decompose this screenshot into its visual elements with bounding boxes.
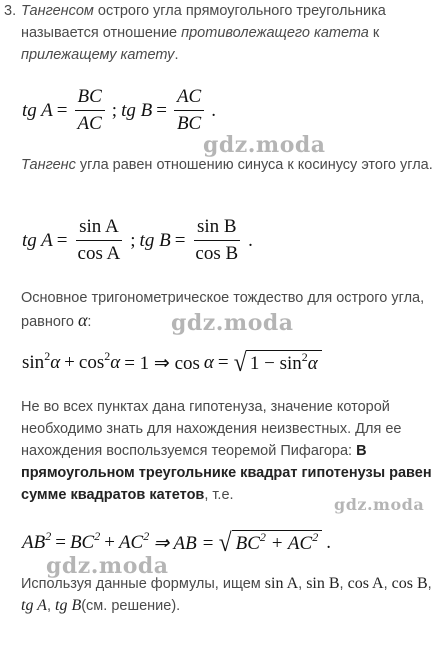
exponent: 2 [143,529,150,543]
formula-sinB: sin B [306,575,340,592]
exponent: 2 [94,529,101,543]
fraction-numerator: BC [75,86,105,111]
formula-cosB: cos B [391,575,428,592]
formula2-lhs-a: tg A [22,229,53,251]
plus-sign: + [104,532,115,553]
formula-end: . [326,532,331,553]
formula2-lhs-b: tg B [139,229,171,251]
fraction-ac-bc [174,86,204,135]
ac-text: AC [287,533,313,554]
definition-text: острого угла прямоугольного треугольника называется отношение [21,3,386,41]
watermark: gdz.moda [171,310,294,336]
bc-text: BC [69,532,95,553]
formula-pythagorean-identity [22,350,322,376]
radicand-text: 1 − sin [249,353,302,374]
definition-tangent-paragraph [4,0,435,66]
alpha-symbol: α [77,310,88,330]
fraction-numerator: AC [174,86,204,111]
term-opposite-leg: противолежащего катета [181,25,369,41]
fraction-denominator: cos B [195,243,239,264]
paragraph-text: Используя данные формулы, ищем [21,576,265,592]
comma: , [383,576,392,592]
fraction-denominator: cos A [77,243,121,264]
separator: ; [130,229,136,251]
equals-sign: = [217,352,229,373]
fraction-numerator: sin A [76,216,122,241]
comma: , [46,598,55,614]
equals-sign: = [56,99,68,121]
implies-cos: = 1 ⇒ cos [124,352,200,374]
exponent: 2 [44,349,51,363]
exponent: 2 [104,349,111,363]
formula-cosA: cos A [347,575,384,592]
definition-end: . [174,47,179,63]
ac-text: AC [118,532,144,553]
equals-sign: = [174,229,186,251]
fraction-denominator: BC [176,113,202,134]
alpha-symbol: α [203,352,214,373]
alpha-symbol: α [110,352,121,373]
paragraph-text: Не во всех пунктах дана гипотенуза, значение которой необходимо знать для нахождения неизвестных. Для ее нахождения воспользуемся теоремой Пифагора: [21,399,402,459]
formula-tangent-ratio [22,86,216,135]
term-tangent: Тангенсом [21,3,94,19]
sin-squared [22,349,61,374]
fraction-numerator: sin B [194,216,240,241]
formula-end: . [248,229,253,251]
plus-sign: + [64,352,75,373]
var-ab [22,529,52,554]
exponent: 2 [45,529,52,543]
fraction-sinB-cosB [192,216,241,265]
square-root [233,350,322,376]
paragraph-text: Основное тригонометрическое тождество для острого угла, равного [21,290,425,330]
bc-text: BC [235,533,260,554]
formula1-lhs-a: tg A [22,99,53,121]
alpha-symbol: α [307,353,318,374]
equals-sign: = [55,532,66,553]
radicand [246,350,322,376]
ab-text: AB [22,532,46,553]
var-bc [69,529,101,554]
comma: , [427,576,432,592]
pythagoras-paragraph [21,396,435,506]
separator: ; [111,99,118,121]
watermark: gdz.moda [46,553,169,579]
fraction-denominator: AC [77,113,102,134]
comma: , [298,576,307,592]
term-tangent: Тангенс [21,157,76,173]
pythagoras-theorem-bold: В прямоугольном треугольнике квадрат гипотенузы равен сумме квадратов катетов [21,443,432,503]
fraction-bc-ac [75,86,105,135]
exponent: 2 [301,350,308,364]
radicand [232,530,323,556]
paragraph-text-end: , т.е. [204,487,234,503]
equals-sign: = [56,229,68,251]
formula-end: . [211,99,216,121]
formula1-lhs-b: tg B [121,99,153,121]
colon: : [87,314,92,330]
cos-fn: cos [78,352,105,373]
implies-ab: ⇒ AB = [153,532,215,554]
watermark: gdz.moda [203,132,326,158]
formula-sinA: sin A [264,575,299,592]
equals-sign: = [156,99,167,121]
fraction-sinA-cosA [75,216,124,265]
square-root [218,530,322,556]
cos-squared [78,349,121,374]
paragraph-text: угла равен отношению синуса к косинусу этого угла. [75,157,433,173]
watermark: gdz.moda [334,495,425,514]
exponent: 2 [312,530,319,544]
comma: , [339,576,348,592]
radical-sign: √ [233,348,247,377]
exponent: 2 [259,530,266,544]
formula-tangent-sin-cos [22,216,253,265]
term-adjacent-leg: прилежащему катету [21,47,175,63]
definition-text-2: к [368,25,380,41]
var-ac [118,529,150,554]
formula-tgA: tg A [21,597,47,614]
paragraph-text-end: (см. решение). [81,598,181,614]
sin-fn: sin [22,352,45,373]
alpha-symbol: α [50,352,61,373]
formula-tgB: tg B [55,597,82,614]
conclusion-paragraph [21,573,435,617]
plus-sign: + [270,533,284,554]
radical-sign: √ [219,528,232,557]
item-number: 3. [4,3,17,19]
